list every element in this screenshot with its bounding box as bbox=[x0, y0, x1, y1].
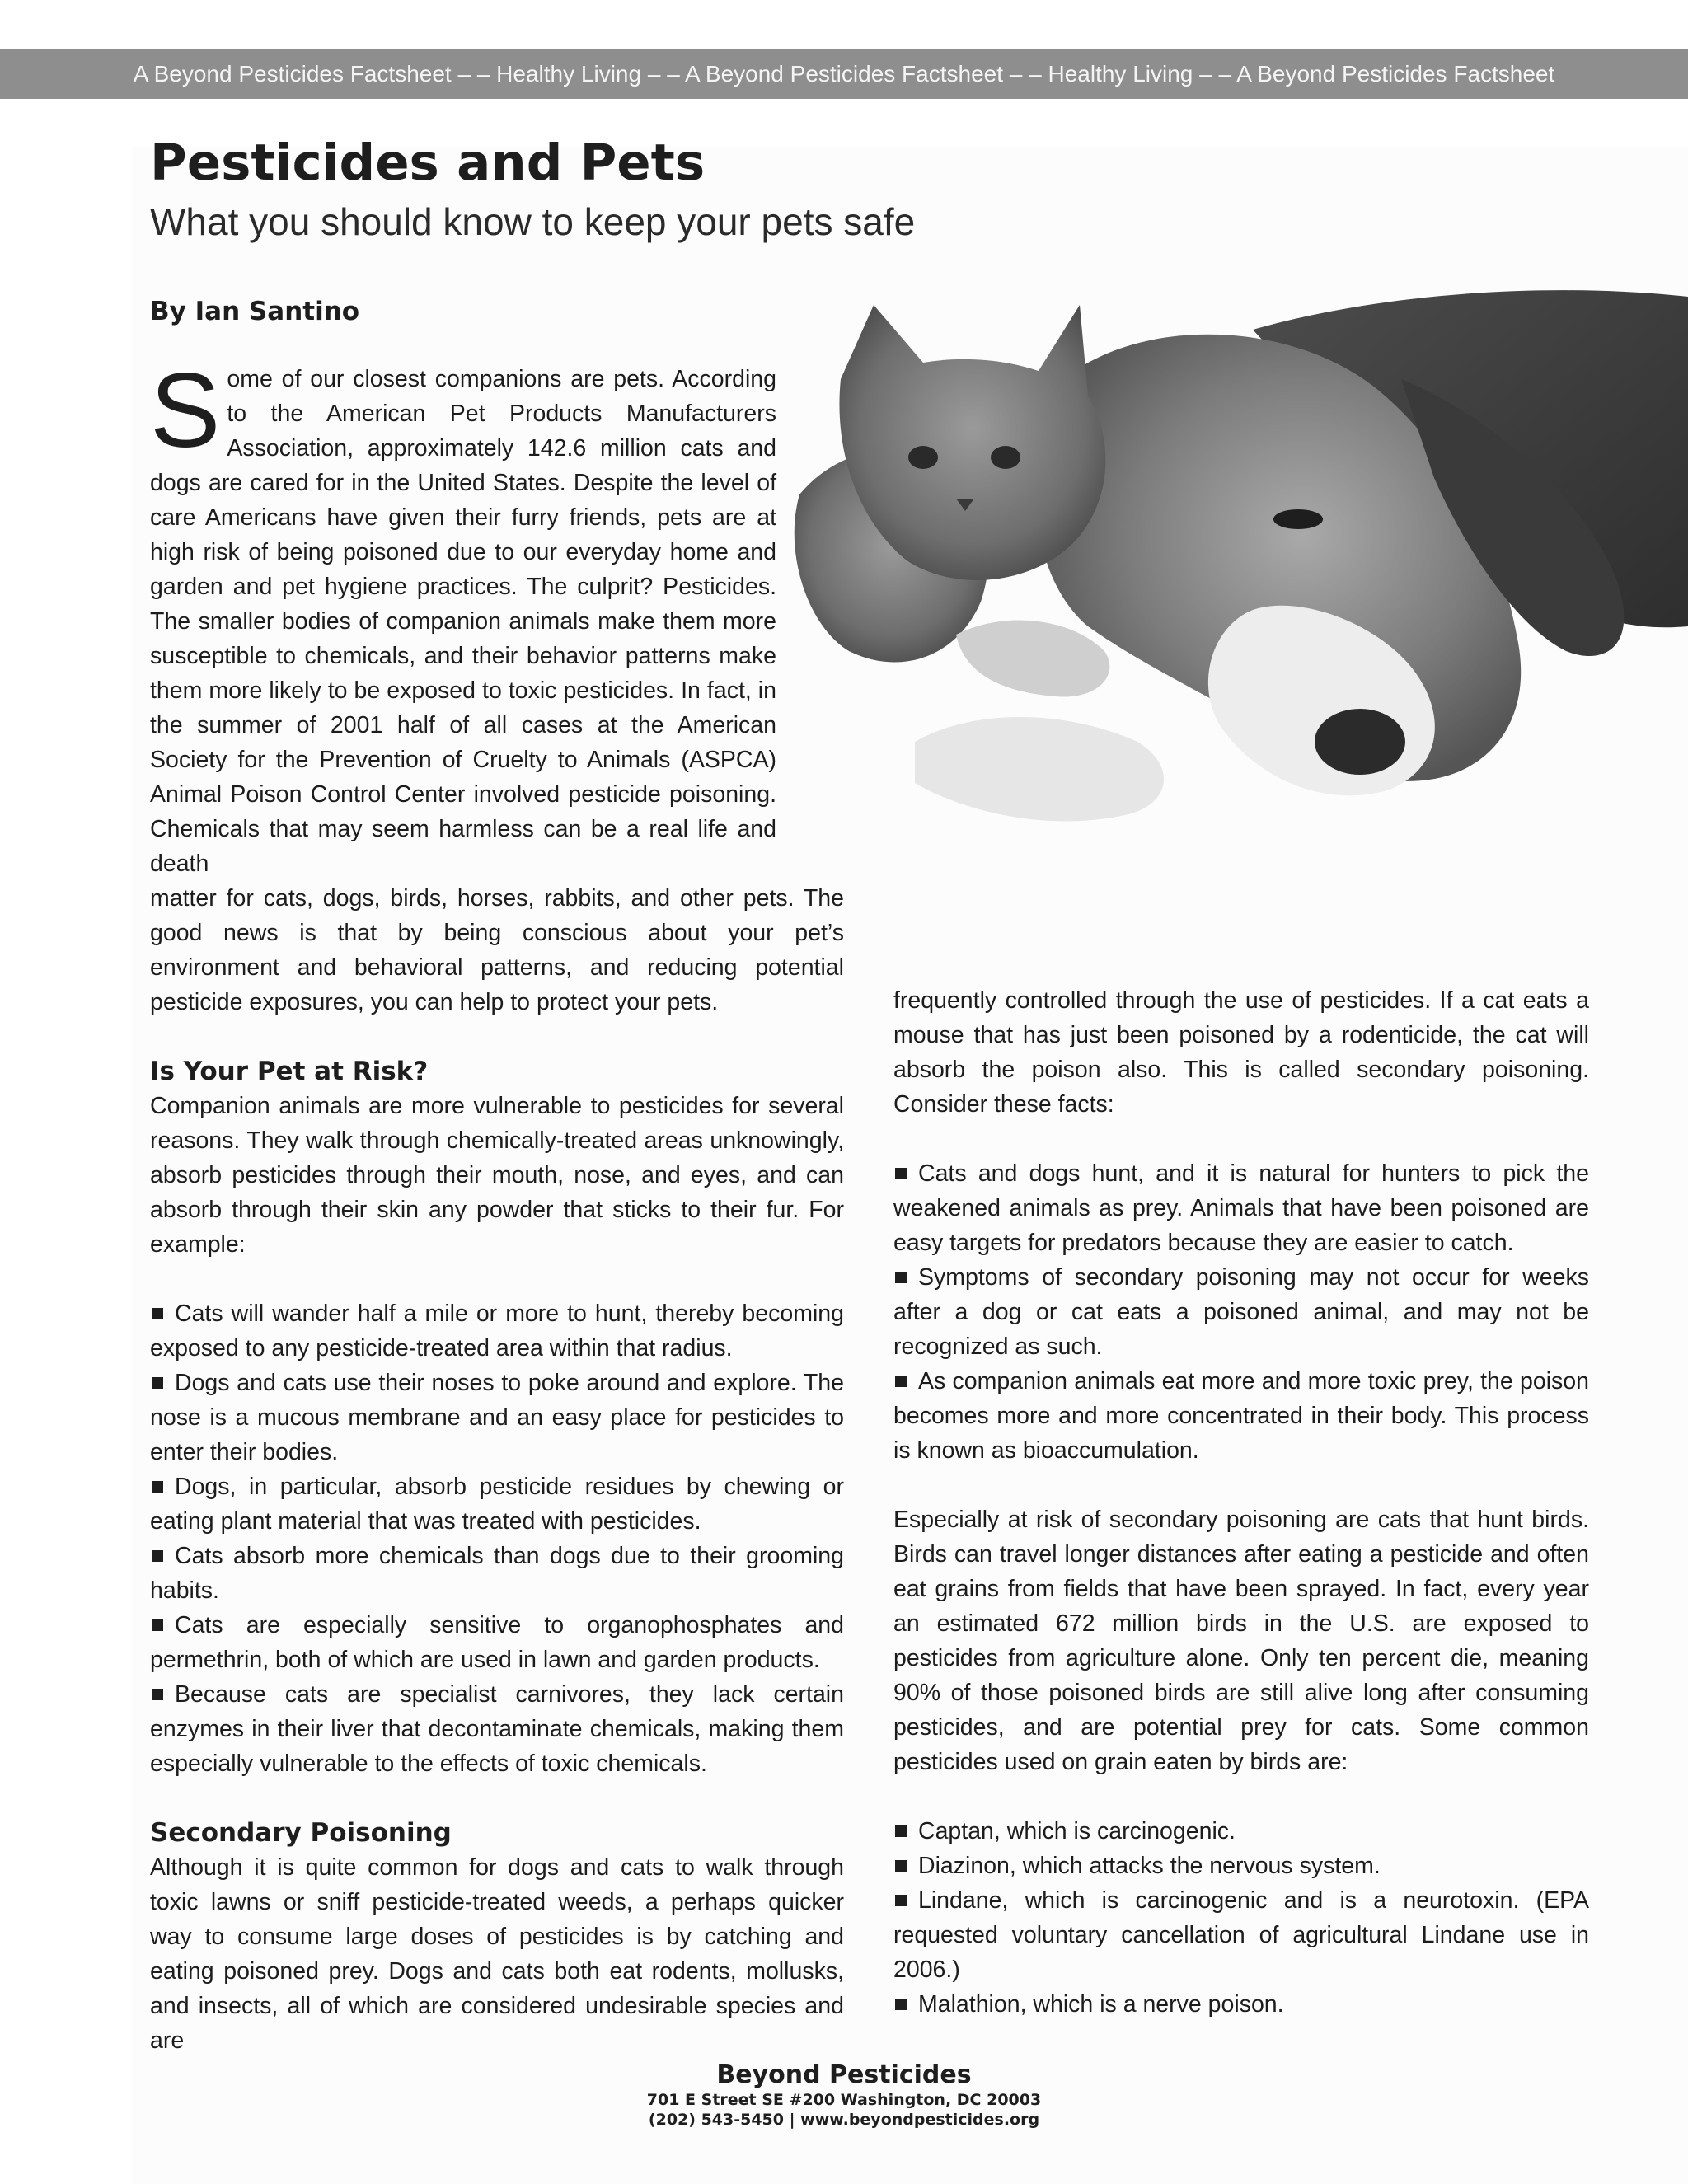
footer-address: 701 E Street SE #200 Washington, DC 20003 bbox=[646, 2091, 1042, 2109]
article-byline: By Ian Santino bbox=[150, 297, 360, 326]
square-bullet-icon bbox=[152, 1377, 163, 1389]
square-bullet-icon bbox=[152, 1619, 163, 1631]
square-bullet-icon bbox=[152, 1308, 163, 1319]
article-title: Pesticides and Pets bbox=[150, 134, 706, 192]
list-item: Dogs and cats use their noses to poke around and explore. The nose is a mucous membrane and an easy place for pesticides to enter their bodies. bbox=[150, 1370, 844, 1465]
kitten-eye-right bbox=[991, 446, 1020, 469]
square-bullet-icon bbox=[895, 1860, 907, 1872]
secondary-poisoning-heading: Secondary Poisoning bbox=[150, 1818, 452, 1848]
pesticide-bullet-list bbox=[893, 1814, 1589, 2022]
list-item: Symptoms of secondary poisoning may not occur for weeks after a dog or cat eats a poisoned animal, and may not be recognized as such. bbox=[893, 1264, 1589, 1360]
right-column bbox=[893, 983, 1589, 2022]
risk-bullet-list bbox=[150, 1296, 844, 1781]
list-item: Cats absorb more chemicals than dogs due to their grooming habits. bbox=[150, 1543, 844, 1604]
risk-paragraph: Companion animals are more vulnerable to pesticides for several reasons. They walk through chemically-treated areas unknowingly, absorb pesticides through their mouth, nose, and eyes, and can absorb through their skin any powder that sticks to their fur. For example: bbox=[150, 1093, 844, 1258]
footer bbox=[0, 2060, 1688, 2130]
secondary-poisoning-continued: frequently controlled through the use of pesticides. If a cat eats a mouse that has just been poisoned by a rodenticide, the cat will absorb the poison also. This is called secondary poisoning. Consider these facts: bbox=[893, 987, 1589, 1118]
birds-paragraph: Especially at risk of secondary poisoning are cats that hunt birds. Birds can travel longer distances after eating a pesticide and often eat grains from fields that have been sprayed. In fact, every year an estimated 672 million birds in the U.S. are exposed to pesticides from agriculture alone. Only ten percent die, meaning 90% of those poisoned birds are still alive long after consuming pesticides, and are potential prey for cats. Some common pesticides used on grain eaten by birds are: bbox=[893, 1507, 1589, 1775]
kitten-paw bbox=[956, 621, 1109, 697]
article-subtitle: What you should know to keep your pets safe bbox=[150, 200, 916, 243]
intro-paragraph bbox=[150, 352, 776, 881]
secondary-bullet-list bbox=[893, 1156, 1589, 1468]
cat-and-dog-photo bbox=[791, 280, 1688, 915]
list-item: Captan, which is carcinogenic. bbox=[893, 1814, 1589, 1849]
kitten-eye-left bbox=[908, 446, 938, 469]
intro-text: ome of our closest companions are pets. According to the American Pet Products Manufacturers Association, approximately 142.6 million cats and dogs are cared for in the United States. Despite the level of care Americans have given their furry friends, pets are at high risk of being poisoned due to our everyday home and garden and pet hygiene practices. The culprit? Pesticides. The smaller bodies of companion animals make them more susceptible to chemicals, and their behavior patterns make them more likely to be exposed to toxic pesticides. In fact, in the summer of 2001 half of all cases at the American Society for the Prevention of Cruelty to Animals (ASPCA) Animal Poison Control Center involved pesticide poisoning. Chemicals that may seem harmless can be a real life and death bbox=[150, 366, 776, 877]
intro-paragraph-continued: matter for cats, dogs, birds, horses, rabbits, and other pets. The good news is that by being conscious about your pet’s environment and behavioral patterns, and reducing potential pesticide exposures, you can help to protect your pets. bbox=[150, 885, 844, 1015]
square-bullet-icon bbox=[895, 1168, 907, 1179]
list-item: Diazinon, which attacks the nervous system. bbox=[893, 1849, 1589, 1883]
square-bullet-icon bbox=[895, 1272, 907, 1283]
square-bullet-icon bbox=[895, 1895, 907, 1906]
square-bullet-icon bbox=[895, 1999, 907, 2010]
drop-cap: S bbox=[150, 352, 221, 470]
square-bullet-icon bbox=[152, 1550, 163, 1562]
footer-org-name: Beyond Pesticides bbox=[716, 2060, 972, 2089]
list-item: Lindane, which is carcinogenic and is a neurotoxin. (EPA requested voluntary cancellation of agricultural Lindane use in 2006.) bbox=[893, 1887, 1589, 1983]
secondary-poisoning-paragraph: Although it is quite common for dogs and cats to walk through toxic lawns or sniff pesticide-treated weeds, a perhaps quicker way to consume large doses of pesticides is by catching and eating poisoned prey. Dogs and cats both eat rodents, mollusks, and insects, all of which are considered undesirable species and are bbox=[150, 1854, 844, 2054]
risk-heading: Is Your Pet at Risk? bbox=[150, 1057, 429, 1086]
left-column bbox=[150, 352, 844, 2058]
square-bullet-icon bbox=[895, 1376, 907, 1387]
list-item: Dogs, in particular, absorb pesticide residues by chewing or eating plant material that was treated with pesticides. bbox=[150, 1474, 844, 1535]
list-item: Malathion, which is a nerve poison. bbox=[893, 1987, 1589, 2022]
square-bullet-icon bbox=[895, 1825, 907, 1837]
footer-contact: (202) 543-5450 | www.beyondpesticides.org bbox=[648, 2111, 1040, 2129]
list-item: Cats will wander half a mile or more to hunt, thereby becoming exposed to any pesticide-treated area within that radius. bbox=[150, 1301, 844, 1361]
dog-paw bbox=[915, 717, 1164, 821]
list-item: Cats are especially sensitive to organophosphates and permethrin, both of which are used in lawn and garden products. bbox=[150, 1612, 844, 1673]
dog-nose bbox=[1315, 709, 1405, 775]
list-item: Because cats are specialist carnivores, they lack certain enzymes in their liver that decontaminate chemicals, making them especially vulnerable to the effects of toxic chemicals. bbox=[150, 1681, 844, 1777]
square-bullet-icon bbox=[152, 1481, 163, 1493]
dog-eye bbox=[1273, 509, 1323, 529]
header-banner: A Beyond Pesticides Factsheet – – Healthy Living – – A Beyond Pesticides Factsheet – – Healthy Living – – A Beyond Pesticides Factsheet bbox=[0, 49, 1688, 99]
list-item: As companion animals eat more and more toxic prey, the poison becomes more and more concentrated in their body. This process is known as bioaccumulation. bbox=[893, 1368, 1589, 1464]
list-item: Cats and dogs hunt, and it is natural for hunters to pick the weakened animals as prey. Animals that have been poisoned are easy targets for predators because they are easier to catch. bbox=[893, 1160, 1589, 1256]
square-bullet-icon bbox=[152, 1689, 163, 1700]
